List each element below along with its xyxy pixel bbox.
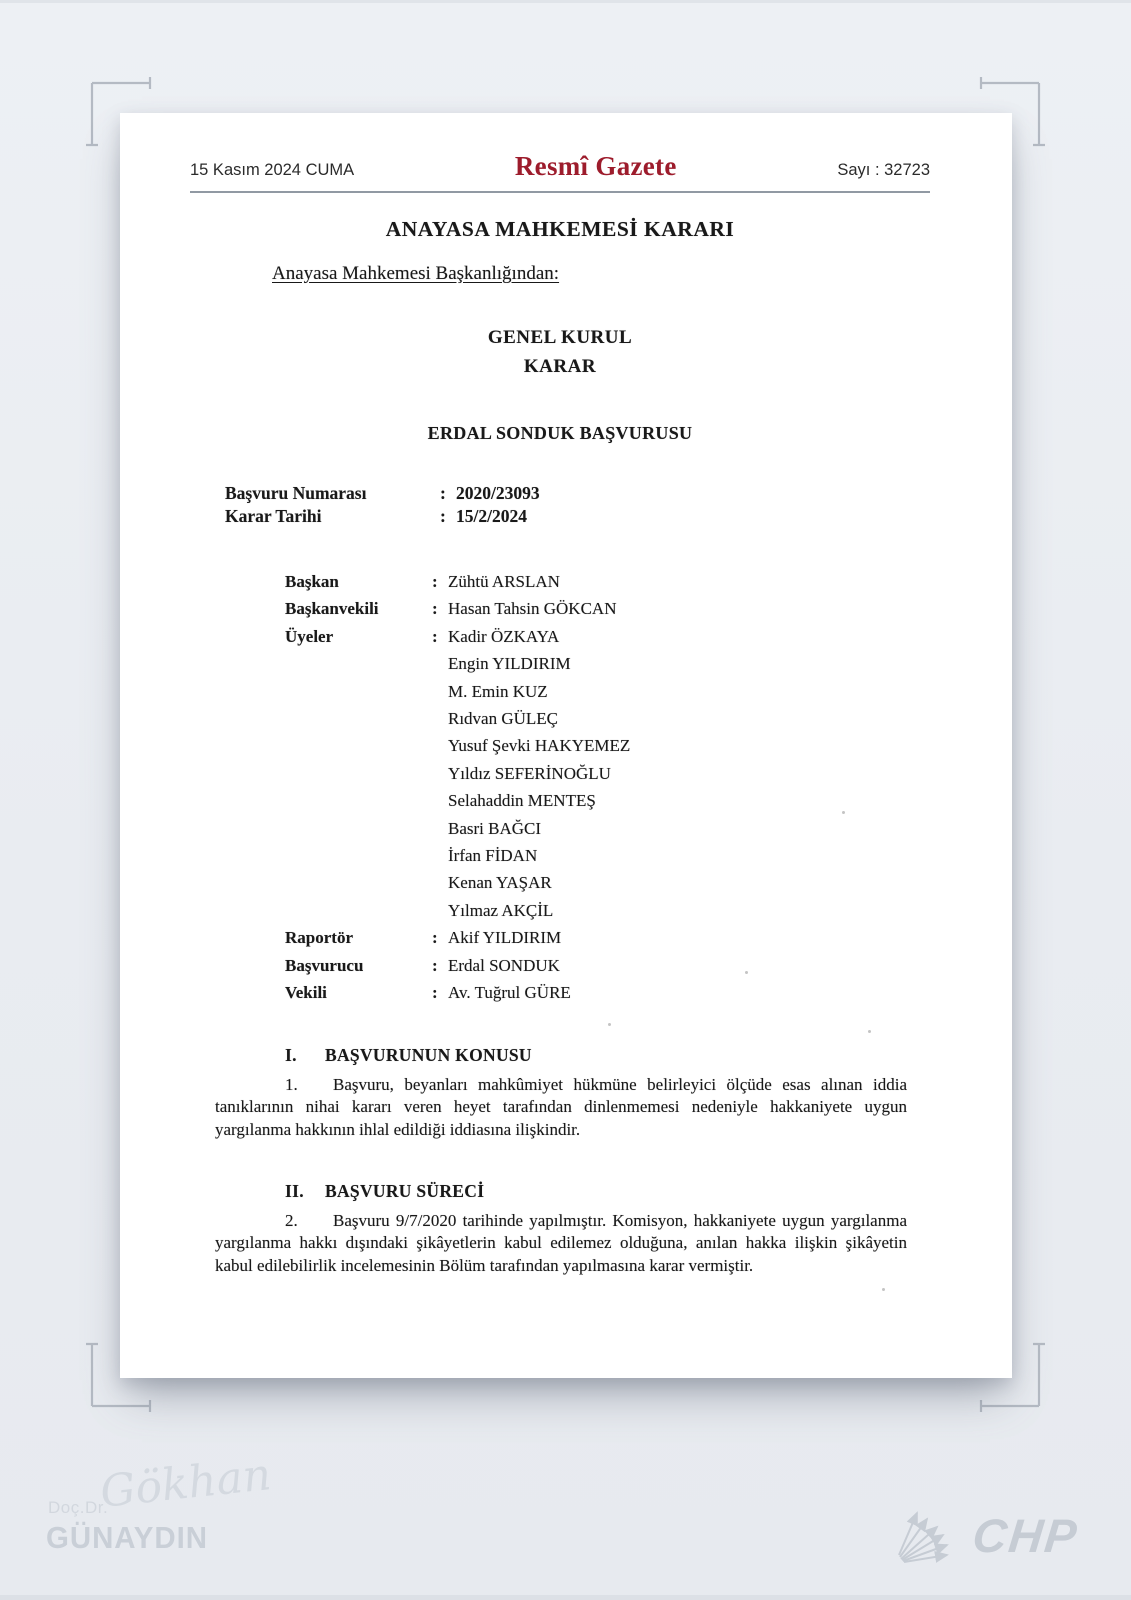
- section-heading-2: [285, 1181, 484, 1202]
- participant-row: [285, 924, 630, 951]
- decision-label: KARAR: [523, 356, 597, 377]
- document-title: ANAYASA MAHKEMESİ KARARI: [385, 217, 735, 241]
- author-watermark: [42, 1449, 274, 1578]
- participant-name: İrfan FİDAN: [448, 846, 538, 866]
- participant-name: M. Emin KUZ: [448, 681, 548, 701]
- participant-name: Basri BAĞCI: [448, 818, 542, 838]
- meta-colon: :: [440, 483, 446, 503]
- participant-label: Üyeler: [285, 626, 334, 646]
- participant-row: [285, 897, 630, 924]
- gazette-page: [120, 113, 1012, 1378]
- board-title: GENEL KURUL: [487, 327, 633, 348]
- author-title-prefix: Doç.Dr.: [48, 1498, 109, 1517]
- participant-label: Başkanvekili: [285, 599, 379, 619]
- chp-six-arrows-icon: [893, 1505, 965, 1565]
- participant-row: [285, 732, 630, 759]
- scan-speck: [842, 811, 845, 814]
- participant-colon: :: [432, 626, 438, 646]
- meta-label: Karar Tarihi: [225, 505, 322, 526]
- masthead: [190, 151, 930, 193]
- meta-row: [225, 482, 540, 505]
- section-number: I.: [285, 1045, 297, 1065]
- participant-name: Hasan Tahsin GÖKCAN: [448, 599, 617, 619]
- participant-row: [285, 595, 630, 622]
- meta-value: 2020/23093: [456, 483, 540, 503]
- participant-row: [285, 568, 630, 595]
- participant-name: Zühtü ARSLAN: [448, 572, 560, 591]
- paragraph-2: [215, 1210, 907, 1277]
- case-title: ERDAL SONDUK BAŞVURUSU: [427, 423, 693, 443]
- section-number: II.: [285, 1181, 304, 1201]
- participant-row: [285, 815, 630, 842]
- section-title: BAŞVURUNUN KONUSU: [325, 1045, 532, 1065]
- participant-row: [285, 650, 630, 677]
- section-heading-1: [285, 1045, 532, 1066]
- meta-row: [225, 505, 540, 528]
- participant-name: Akif YILDIRIM: [448, 928, 562, 948]
- participant-label: Başvurucu: [285, 955, 364, 975]
- participant-label: Raportör: [285, 928, 353, 948]
- meta-value: 15/2/2024: [456, 505, 527, 526]
- participants-list: [285, 568, 630, 1007]
- participant-label: Vekili: [285, 983, 327, 1003]
- participant-name: Rıdvan GÜLEÇ: [448, 709, 559, 729]
- paragraph-text: Başvuru, beyanları mahkûmiyet hükmüne belirleyici ölçüde esas alınan iddia tanıklarının nihai kararı veren heyet tarafından dinlenmemesi nedeniyle hakkaniyete uygun yargılanma hakkının ihlal edildiği iddiasına ilişkindir.: [215, 1075, 907, 1139]
- participant-name: Selahaddin MENTEŞ: [448, 791, 596, 811]
- issuer-line: Anayasa Mahkemesi Başkanlığından:: [272, 263, 560, 284]
- participant-row: [285, 869, 630, 896]
- participant-row: [285, 952, 630, 979]
- participant-name: Kenan YAŞAR: [448, 873, 552, 893]
- paragraph-text: Başvuru 9/7/2020 tarihinde yapılmıştır. Komisyon, hakkaniyete uygun yargılanma yargılanma hakkı dışındaki şikâyetlerin kabul edilemez olduğuna, anılan hakka ilişkin şikâyetin kabul edilebilirlik incelemesinin Bölüm tarafından yapılmasına karar vermiştir.: [215, 1211, 907, 1275]
- masthead-date: 15 Kasım 2024 CUMA: [190, 161, 355, 179]
- scan-speck: [745, 971, 748, 974]
- participant-name: Erdal SONDUK: [448, 955, 560, 975]
- participant-label: Başkan: [285, 572, 339, 591]
- participant-name: Yılmaz AKÇİL: [448, 900, 554, 920]
- masthead-issue-number: Sayı : 32723: [837, 161, 930, 179]
- paragraph-number: 1.: [285, 1075, 298, 1094]
- participant-row: [285, 842, 630, 869]
- section-title: BAŞVURU SÜRECİ: [325, 1181, 485, 1201]
- participant-name: Kadir ÖZKAYA: [448, 626, 560, 646]
- meta-colon: :: [440, 505, 446, 526]
- participant-name: Yıldız SEFERİNOĞLU: [448, 763, 611, 783]
- participant-row: [285, 678, 630, 705]
- application-meta: [225, 482, 540, 527]
- scan-speck: [868, 1030, 871, 1033]
- masthead-title: Resmî Gazete: [514, 151, 677, 181]
- party-watermark: [893, 1505, 1082, 1565]
- participant-row: [285, 760, 630, 787]
- participant-name: Yusuf Şevki HAKYEMEZ: [448, 736, 631, 756]
- participant-name: Av. Tuğrul GÜRE: [448, 983, 571, 1003]
- participant-colon: :: [432, 928, 438, 948]
- participant-row: [285, 979, 630, 1006]
- author-first-name-signature: Gökhan: [97, 1449, 274, 1518]
- participant-row: [285, 705, 630, 732]
- paragraph-1: [215, 1074, 907, 1141]
- participant-colon: :: [432, 955, 438, 975]
- participant-colon: :: [432, 572, 438, 591]
- party-abbreviation: CHP: [970, 1508, 1082, 1562]
- scan-speck: [882, 1288, 885, 1291]
- scan-speck: [608, 1023, 611, 1026]
- participant-name: Engin YILDIRIM: [448, 654, 571, 674]
- meta-label: Başvuru Numarası: [225, 483, 367, 503]
- participant-colon: :: [432, 983, 438, 1003]
- participant-colon: :: [432, 599, 438, 619]
- paragraph-number: 2.: [285, 1211, 298, 1230]
- participant-row: [285, 623, 630, 650]
- participant-row: [285, 787, 630, 814]
- author-last-name: GÜNAYDIN: [46, 1520, 208, 1555]
